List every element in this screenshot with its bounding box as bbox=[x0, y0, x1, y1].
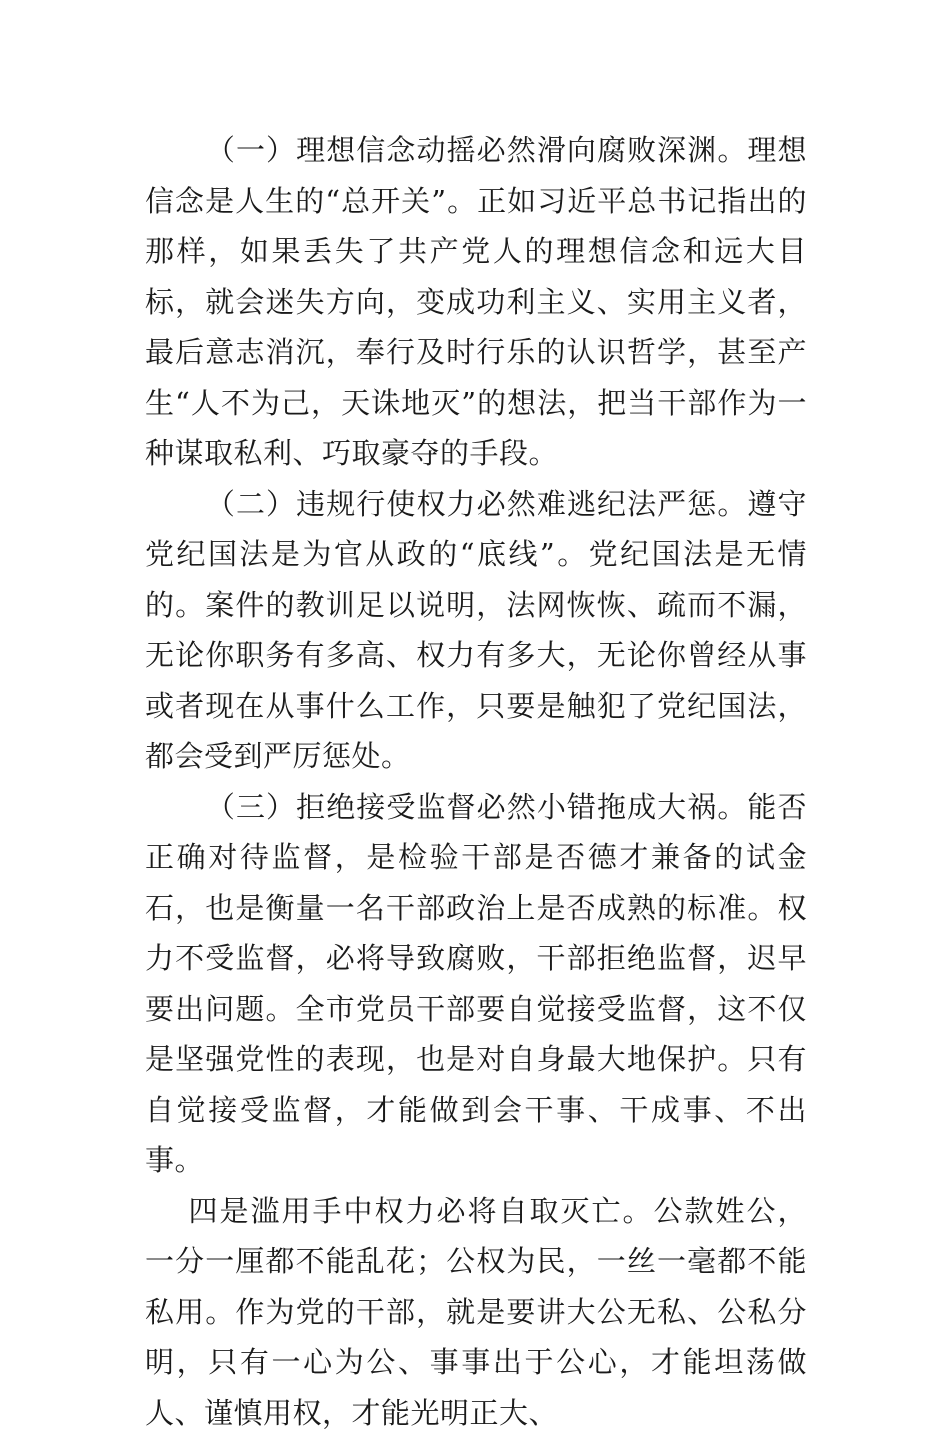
document-body bbox=[145, 125, 807, 1438]
paragraph-supervision: （三）拒绝接受监督必然小错拖成大祸。能否正确对待监督，是检验干部是否德才兼备的试金石，也是衡量一名干部政治上是否成熟的标准。权力不受监督，必将导致腐败，干部拒绝监督，迟早要出问题。全市党员干部要自觉接受监督，这不仅是坚强党性的表现，也是对自身最大地保护。只有自觉接受监督，才能做到会干事、干成事、不出事。 bbox=[145, 782, 807, 1186]
paragraph-power-abuse: （二）违规行使权力必然难逃纪法严惩。遵守党纪国法是为官从政的“底线”。党纪国法是无情的。案件的教训足以说明，法网恢恢、疏而不漏，无论你职务有多高、权力有多大，无论你曾经从事或者现在从事什么工作，只要是触犯了党纪国法，都会受到严厉惩处。 bbox=[145, 479, 807, 782]
paragraph-ideals: （一）理想信念动摇必然滑向腐败深渊。理想信念是人生的“总开关”。正如习近平总书记指出的那样，如果丢失了共产党人的理想信念和远大目标，就会迷失方向，变成功利主义、实用主义者，最后意志消沉，奉行及时行乐的认识哲学，甚至产生“人不为己，天诛地灭”的想法，把当干部作为一种谋取私利、巧取豪夺的手段。 bbox=[145, 125, 807, 479]
paragraph-self-destruction: 四是滥用手中权力必将自取灭亡。公款姓公，一分一厘都不能乱花；公权为民，一丝一毫都不能私用。作为党的干部，就是要讲大公无私、公私分明，只有一心为公、事事出于公心，才能坦荡做人、谨慎用权，才能光明正大、 bbox=[145, 1186, 807, 1438]
